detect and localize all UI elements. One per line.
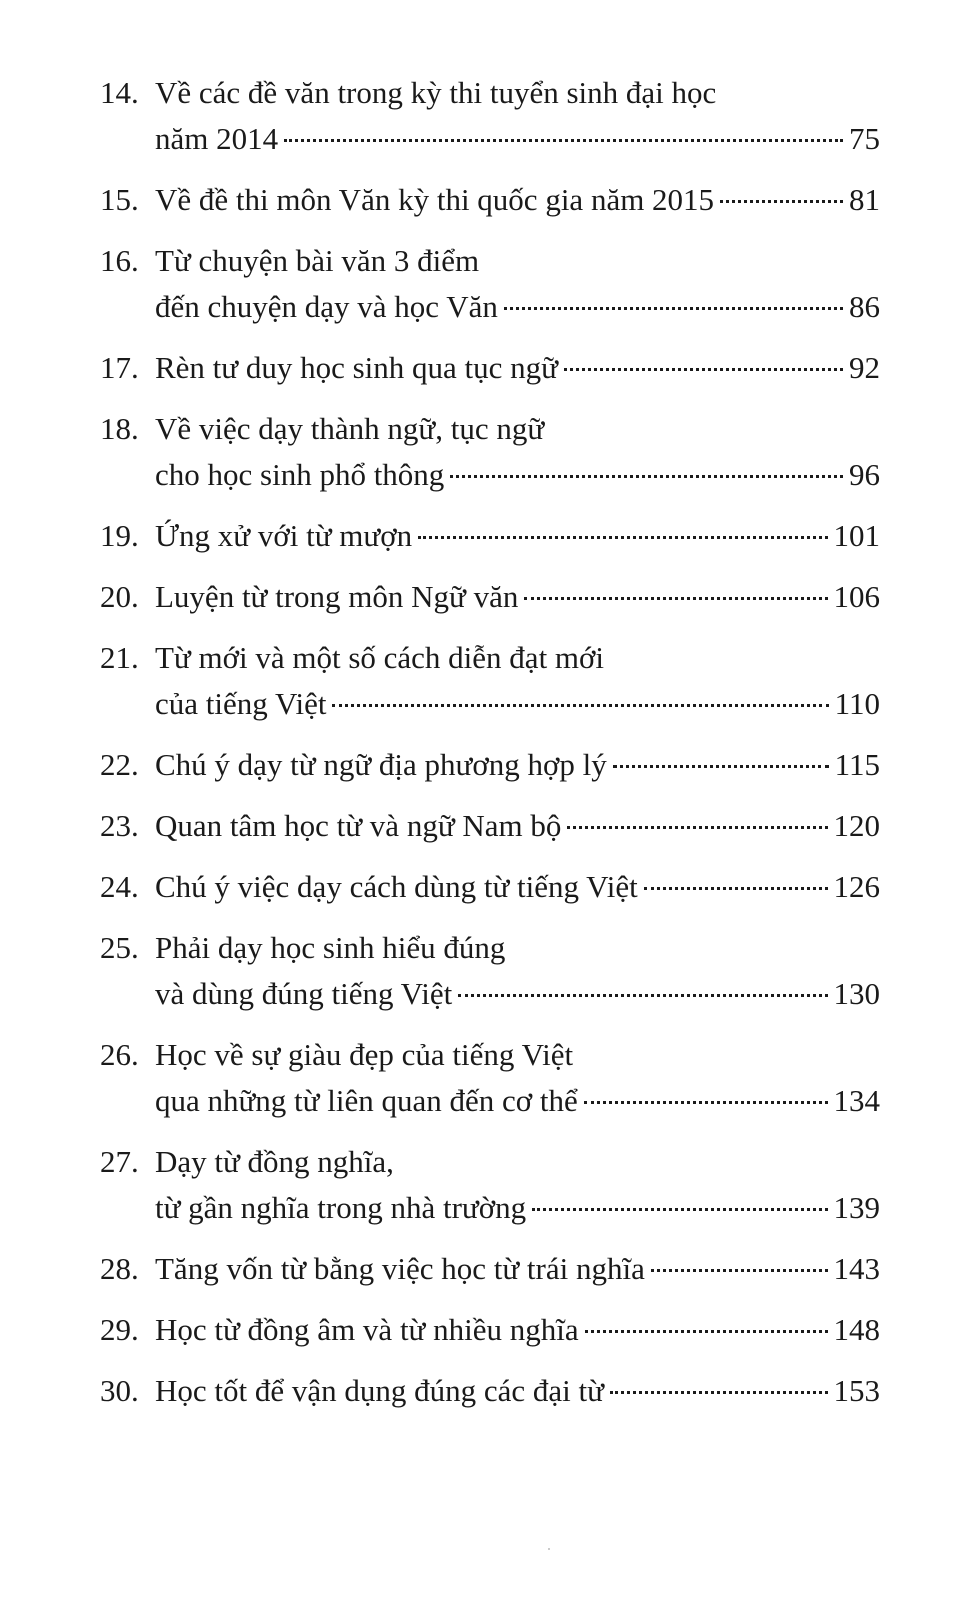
toc-entry-line	[100, 70, 880, 116]
toc-leader-dots	[567, 826, 827, 829]
paper-speck	[548, 1548, 550, 1550]
toc-entry-title: năm 2014	[155, 121, 279, 156]
toc-entry	[100, 238, 880, 330]
toc-entry-line	[100, 116, 880, 162]
toc-page-number: 153	[833, 1373, 880, 1408]
toc-leader-dots	[532, 1208, 827, 1211]
toc-entry-title: Chú ý việc dạy cách dùng từ tiếng Việt	[155, 869, 638, 904]
toc-entry-number: 23.	[100, 808, 139, 843]
toc-page-number: 75	[849, 121, 880, 156]
toc-leader-dots	[644, 887, 828, 890]
toc-entry-line	[100, 238, 880, 284]
toc-leader-dots	[584, 1101, 828, 1104]
toc-entry-line	[100, 1078, 880, 1124]
toc-entry-line	[100, 1139, 880, 1185]
toc-leader-dots	[610, 1391, 828, 1394]
toc-entry-number: 28.	[100, 1251, 139, 1286]
toc-entry-title: cho học sinh phổ thông	[155, 457, 445, 492]
toc-leader-dots	[450, 475, 843, 478]
toc-entry	[100, 742, 880, 788]
table-of-contents	[100, 70, 880, 1429]
toc-entry-title: Về các đề văn trong kỳ thi tuyển sinh đại học	[155, 75, 717, 110]
toc-entry	[100, 1032, 880, 1124]
toc-entry-line	[100, 1246, 880, 1292]
toc-leader-dots	[284, 139, 843, 142]
toc-leader-dots	[458, 994, 827, 997]
toc-leader-dots	[504, 307, 843, 310]
toc-entry-number: 15.	[100, 182, 139, 217]
toc-entry-number: 30.	[100, 1373, 139, 1408]
toc-page-number: 106	[833, 579, 880, 614]
toc-entry-number: 24.	[100, 869, 139, 904]
toc-entry-title: Dạy từ đồng nghĩa,	[155, 1144, 394, 1179]
toc-entry-title: Rèn tư duy học sinh qua tục ngữ	[155, 350, 558, 385]
toc-entry-line	[100, 513, 880, 559]
toc-entry-number: 19.	[100, 518, 139, 553]
toc-page-number: 134	[833, 1083, 880, 1118]
toc-entry-title: Ứng xử với từ mượn	[155, 518, 413, 553]
toc-entry-title: Từ chuyện bài văn 3 điểm	[155, 243, 480, 278]
toc-entry-number: 29.	[100, 1312, 139, 1347]
toc-leader-dots	[524, 597, 827, 600]
toc-leader-dots	[720, 200, 843, 203]
toc-leader-dots	[332, 704, 828, 707]
toc-entry-line	[100, 635, 880, 681]
toc-page-number: 101	[833, 518, 880, 553]
toc-entry-title: Học về sự giàu đẹp của tiếng Việt	[155, 1037, 574, 1072]
toc-page-number: 126	[833, 869, 880, 904]
toc-entry-title: Học tốt để vận dụng đúng các đại từ	[155, 1373, 604, 1408]
toc-entry	[100, 513, 880, 559]
toc-entry	[100, 70, 880, 162]
toc-entry-line	[100, 574, 880, 620]
toc-page-number: 81	[849, 182, 880, 217]
toc-page-number: 120	[833, 808, 880, 843]
toc-entry-title: qua những từ liên quan đến cơ thể	[155, 1083, 578, 1118]
toc-page-number: 148	[833, 1312, 880, 1347]
toc-entry-title: và dùng đúng tiếng Việt	[155, 976, 453, 1011]
toc-entry-line	[100, 1307, 880, 1353]
toc-entry-line	[100, 345, 880, 391]
toc-entry	[100, 574, 880, 620]
toc-entry-title: từ gần nghĩa trong nhà trường	[155, 1190, 527, 1225]
toc-page-number: 110	[834, 686, 880, 721]
toc-page-number: 139	[833, 1190, 880, 1225]
toc-entry-title: Chú ý dạy từ ngữ địa phương hợp lý	[155, 747, 607, 782]
toc-page-number: 92	[849, 350, 880, 385]
toc-entry-title: Quan tâm học từ và ngữ Nam bộ	[155, 808, 562, 843]
toc-entry-title: Về đề thi môn Văn kỳ thi quốc gia năm 2015	[155, 182, 715, 217]
toc-entry-number: 25.	[100, 930, 139, 965]
toc-page-number: 96	[849, 457, 880, 492]
toc-entry-number: 16.	[100, 243, 139, 278]
toc-page-number: 86	[849, 289, 880, 324]
toc-entry-number: 22.	[100, 747, 139, 782]
toc-leader-dots	[651, 1269, 828, 1272]
toc-page-number: 130	[833, 976, 880, 1011]
toc-leader-dots	[564, 368, 843, 371]
toc-entry-title: Từ mới và một số cách diễn đạt mới	[155, 640, 605, 675]
toc-entry-line	[100, 1032, 880, 1078]
toc-entry-title: Phải dạy học sinh hiểu đúng	[155, 930, 506, 965]
toc-entry	[100, 1368, 880, 1414]
toc-entry	[100, 1307, 880, 1353]
toc-leader-dots	[585, 1330, 828, 1333]
toc-page-number: 115	[834, 747, 880, 782]
toc-entry-line	[100, 971, 880, 1017]
toc-entry-title: của tiếng Việt	[155, 686, 327, 721]
toc-entry-line	[100, 742, 880, 788]
toc-entry-number: 20.	[100, 579, 139, 614]
toc-entry-number: 17.	[100, 350, 139, 385]
toc-entry-line	[100, 406, 880, 452]
toc-entry-number: 26.	[100, 1037, 139, 1072]
toc-entry-line	[100, 803, 880, 849]
toc-entry-line	[100, 681, 880, 727]
toc-entry	[100, 177, 880, 223]
toc-entry	[100, 1139, 880, 1231]
toc-entry	[100, 345, 880, 391]
toc-entry-number: 21.	[100, 640, 139, 675]
toc-entry-line	[100, 925, 880, 971]
toc-entry-line	[100, 1185, 880, 1231]
toc-entry-line	[100, 177, 880, 223]
toc-entry	[100, 864, 880, 910]
toc-entry	[100, 406, 880, 498]
toc-entry-line	[100, 1368, 880, 1414]
toc-entry-title: đến chuyện dạy và học Văn	[155, 289, 498, 324]
toc-page-number: 143	[833, 1251, 880, 1286]
toc-entry-line	[100, 452, 880, 498]
toc-entry	[100, 1246, 880, 1292]
toc-entry-line	[100, 864, 880, 910]
toc-entry-title: Học từ đồng âm và từ nhiều nghĩa	[155, 1312, 579, 1347]
toc-entry-title: Tăng vốn từ bằng việc học từ trái nghĩa	[155, 1251, 645, 1286]
toc-entry-line	[100, 284, 880, 330]
toc-entry	[100, 925, 880, 1017]
toc-entry	[100, 635, 880, 727]
toc-entry-number: 27.	[100, 1144, 139, 1179]
toc-entry-number: 14.	[100, 75, 139, 110]
toc-entry	[100, 803, 880, 849]
toc-entry-number: 18.	[100, 411, 139, 446]
toc-entry-title: Luyện từ trong môn Ngữ văn	[155, 579, 519, 614]
toc-leader-dots	[613, 765, 829, 768]
toc-leader-dots	[418, 536, 827, 539]
toc-entry-title: Về việc dạy thành ngữ, tục ngữ	[155, 411, 545, 446]
